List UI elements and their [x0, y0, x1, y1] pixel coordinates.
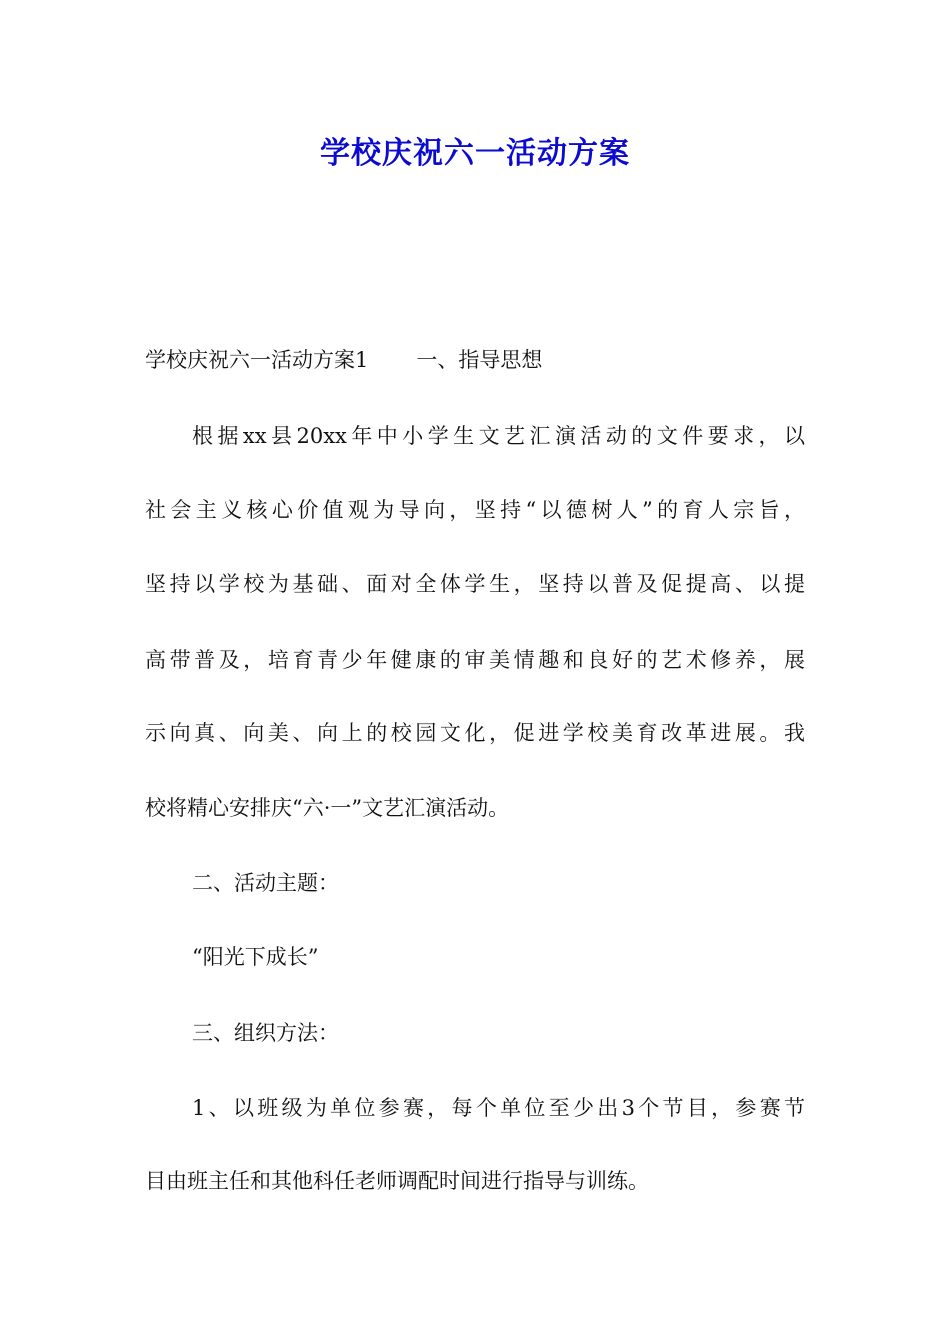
activity-theme: “阳光下成长”: [192, 945, 319, 969]
item1-line: 1、以班级为单位参赛，每个单位至少出3个节目，参赛节: [192, 1096, 805, 1120]
plan-heading: 学校庆祝六一活动方案1: [145, 348, 369, 372]
section2-heading: 二、活动主题：: [192, 871, 339, 895]
paragraph-line: 坚持以学校为基础、面对全体学生，坚持以普及促提高、以提: [145, 572, 805, 596]
section1-heading: 一、指导思想: [416, 348, 543, 372]
paragraph-line: 根据xx县20xx年中小学生文艺汇演活动的文件要求，以: [192, 424, 805, 448]
plan-heading-line: [145, 345, 805, 375]
section3-heading: 三、组织方法：: [192, 1021, 339, 1045]
paragraph-line: 高带普及，培育青少年健康的审美情趣和良好的艺术修养，展: [145, 648, 805, 672]
paragraph-line: 校将精心安排庆“六·一”文艺汇演活动。: [145, 796, 510, 820]
document-title: 学校庆祝六一活动方案: [320, 136, 630, 171]
paragraph-line: 社会主义核心价值观为导向，坚持“以德树人”的育人宗旨，: [145, 498, 805, 522]
paragraph-line: 示向真、向美、向上的校园文化，促进学校美育改革进展。我: [145, 721, 805, 745]
item1-line: 目由班主任和其他科任老师调配时间进行指导与训练。: [145, 1169, 649, 1193]
